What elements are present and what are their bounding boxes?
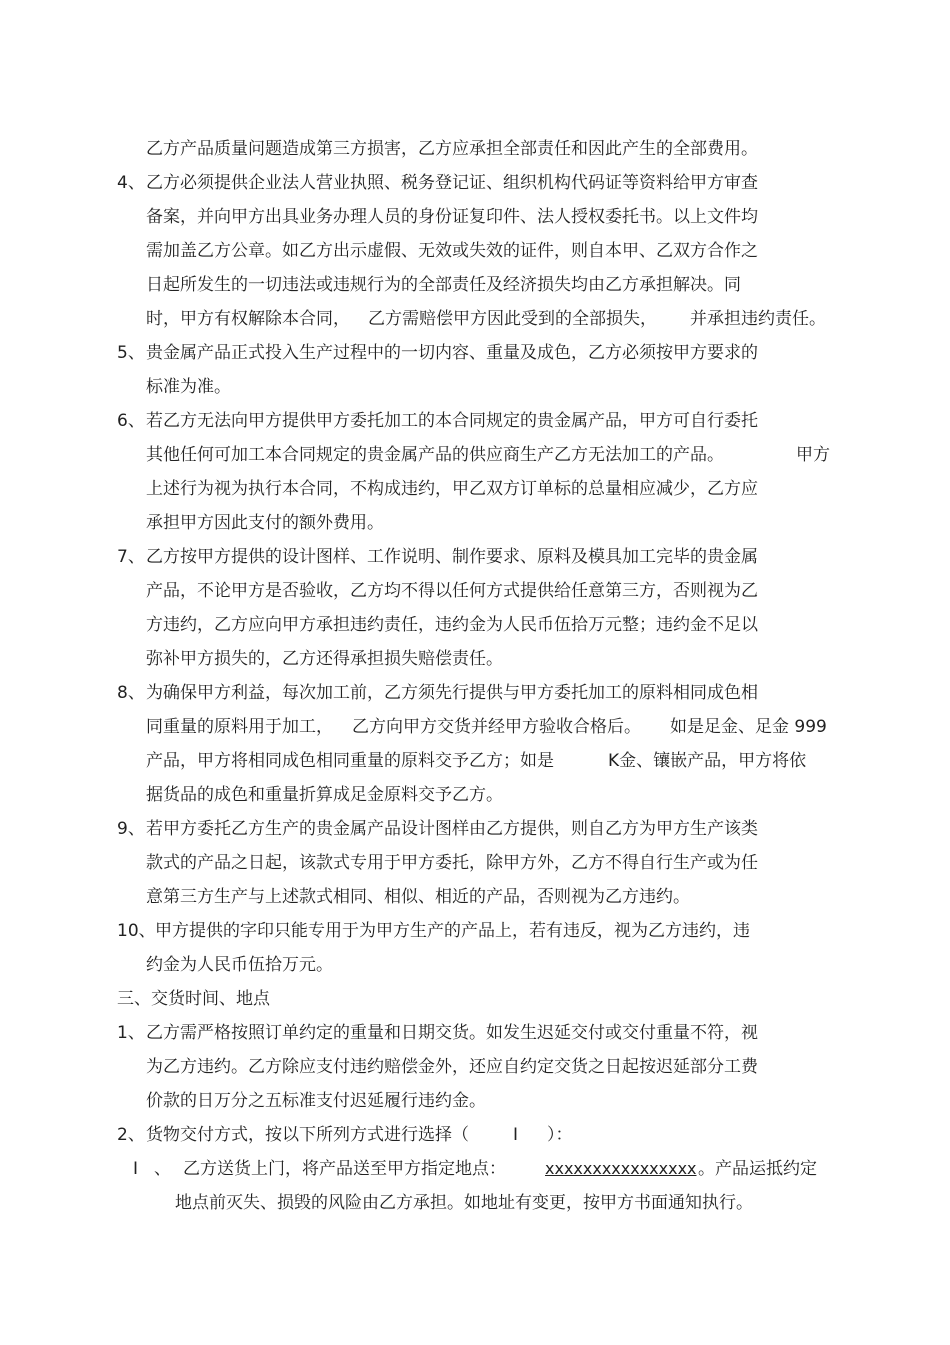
clause-6-line-1	[117, 410, 758, 432]
delivery-clause-2	[117, 1124, 573, 1146]
clause-8-line-3	[146, 750, 807, 772]
clause-text: 时，甲方有权解除本合同，	[146, 309, 350, 329]
clause-5-line-2: 标准为准。	[146, 377, 231, 397]
clause-9-line-1	[117, 818, 758, 840]
clause-4-line-1	[117, 172, 758, 194]
clause-6-line-2	[146, 444, 830, 466]
clause-text: K金、镶嵌产品，甲方将依	[608, 751, 807, 771]
clause-text: 乙方必须提供企业法人营业执照、税务登记证、组织机构代码证等资料给甲方审查	[146, 173, 758, 193]
clause-5-line-1	[117, 342, 758, 364]
clause-text: 乙方需赔偿甲方因此受到的全部损失，	[368, 309, 657, 329]
clause-7-line-4: 弥补甲方损失的，乙方还得承担损失赔偿责任。	[146, 649, 503, 669]
clause-number: 4、	[117, 173, 145, 193]
clause-9-line-3: 意第三方生产与上述款式相同、相似、相近的产品，否则视为乙方违约。	[146, 887, 690, 907]
clause-4-line-5	[146, 308, 826, 330]
clause-text: 乙方向甲方交货并经甲方验收合格后。	[352, 717, 641, 737]
delivery-clause-1-line-1	[117, 1022, 758, 1044]
clause-number: 2、	[117, 1125, 145, 1145]
clause-9-line-2: 款式的产品之日起，该款式专用于甲方委托，除甲方外，乙方不得自行生产或为任	[146, 853, 758, 873]
clause-4-line-2: 备案，并向甲方出具业务办理人员的身份证复印件、法人授权委托书。以上文件均	[146, 207, 758, 227]
clause-6-line-4: 承担甲方因此支付的额外费用。	[146, 513, 384, 533]
delivery-clause-1-line-3: 价款的日万分之五标准支付迟延履行违约金。	[146, 1091, 486, 1111]
delivery-option-1-line-1	[133, 1158, 817, 1180]
clause-text: ）：	[547, 1125, 573, 1145]
clause-text: 乙方按甲方提供的设计图样、工作说明、制作要求、原料及模具加工完毕的贵金属	[146, 547, 758, 567]
clause-text: 同重量的原料用于加工，	[146, 717, 333, 737]
clause-text: 甲方	[796, 445, 830, 465]
clause-text: 为确保甲方利益，每次加工前，乙方须先行提供与甲方委托加工的原料相同成色相	[146, 683, 758, 703]
clause-text: 如是足金、足金 999	[670, 717, 827, 737]
option-marker: Ⅰ	[133, 1159, 139, 1179]
selected-option: Ⅰ	[513, 1125, 519, 1145]
delivery-clause-1-line-2: 为乙方违约。乙方除应支付违约赔偿金外，还应自约定交货之日起按迟延部分工费	[146, 1057, 758, 1077]
clause-number: 7、	[117, 547, 145, 567]
clause-text: 甲方提供的字印只能专用于为甲方生产的产品上，若有违反，视为乙方违约，违	[155, 921, 750, 941]
clause-number: 1、	[117, 1023, 145, 1043]
clause-number: 5、	[117, 343, 145, 363]
delivery-option-1-line-2: 地点前灭失、损毁的风险由乙方承担。如地址有变更，按甲方书面通知执行。	[175, 1193, 753, 1213]
clause-10-line-2: 约金为人民币伍拾万元。	[146, 955, 333, 975]
clause-number: 8、	[117, 683, 145, 703]
clause-4-line-4: 日起所发生的一切违法或违规行为的全部责任及经济损失均由乙方承担解决。同	[146, 275, 741, 295]
clause-text: 乙方送货上门，将产品送至甲方指定地点：	[183, 1159, 506, 1179]
clause-number: 9、	[117, 819, 145, 839]
clause-7-line-3: 方违约，乙方应向甲方承担违约责任，违约金为人民币伍拾万元整；违约金不足以	[146, 615, 758, 635]
clause-text: 若甲方委托乙方生产的贵金属产品设计图样由乙方提供，则自乙方为甲方生产该类	[146, 819, 758, 839]
clause-8-line-2	[146, 716, 827, 738]
clause-8-line-1	[117, 682, 758, 704]
clause-continuation: 乙方产品质量问题造成第三方损害，乙方应承担全部责任和因此产生的全部费用。	[146, 139, 758, 159]
clause-text: 产品，甲方将相同成色相同重量的原料交予乙方；如是	[146, 751, 554, 771]
clause-8-line-4: 据货品的成色和重量折算成足金原料交予乙方。	[146, 785, 503, 805]
clause-number: 10、	[117, 921, 156, 941]
clause-text: 货物交付方式，按以下所列方式进行选择（	[146, 1125, 469, 1145]
clause-10-line-1	[117, 920, 750, 942]
clause-text: 乙方需严格按照订单约定的重量和日期交货。如发生迟延交付或交付重量不符，视	[146, 1023, 758, 1043]
clause-6-line-3: 上述行为视为执行本合同，不构成违约，甲乙双方订单标的总量相应减少，乙方应	[146, 479, 758, 499]
clause-text: 并承担违约责任。	[690, 309, 826, 329]
clause-7-line-1	[117, 546, 758, 568]
clause-4-line-3: 需加盖乙方公章。如乙方出示虚假、无效或失效的证件，则自本甲、乙双方合作之	[146, 241, 758, 261]
clause-text: 贵金属产品正式投入生产过程中的一切内容、重量及成色，乙方必须按甲方要求的	[146, 343, 758, 363]
section-heading: 三、交货时间、地点	[117, 989, 270, 1009]
clause-text: 若乙方无法向甲方提供甲方委托加工的本合同规定的贵金属产品，甲方可自行委托	[146, 411, 758, 431]
clause-text: 。产品运抵约定	[698, 1159, 817, 1179]
clause-7-line-2: 产品，不论甲方是否验收，乙方均不得以任何方式提供给任意第三方，否则视为乙	[146, 581, 758, 601]
option-separator: 、	[154, 1159, 171, 1179]
clause-number: 6、	[117, 411, 145, 431]
clause-text: 其他任何可加工本合同规定的贵金属产品的供应商生产乙方无法加工的产品。	[146, 445, 724, 465]
delivery-address: xxxxxxxxxxxxxxxx	[545, 1159, 697, 1178]
